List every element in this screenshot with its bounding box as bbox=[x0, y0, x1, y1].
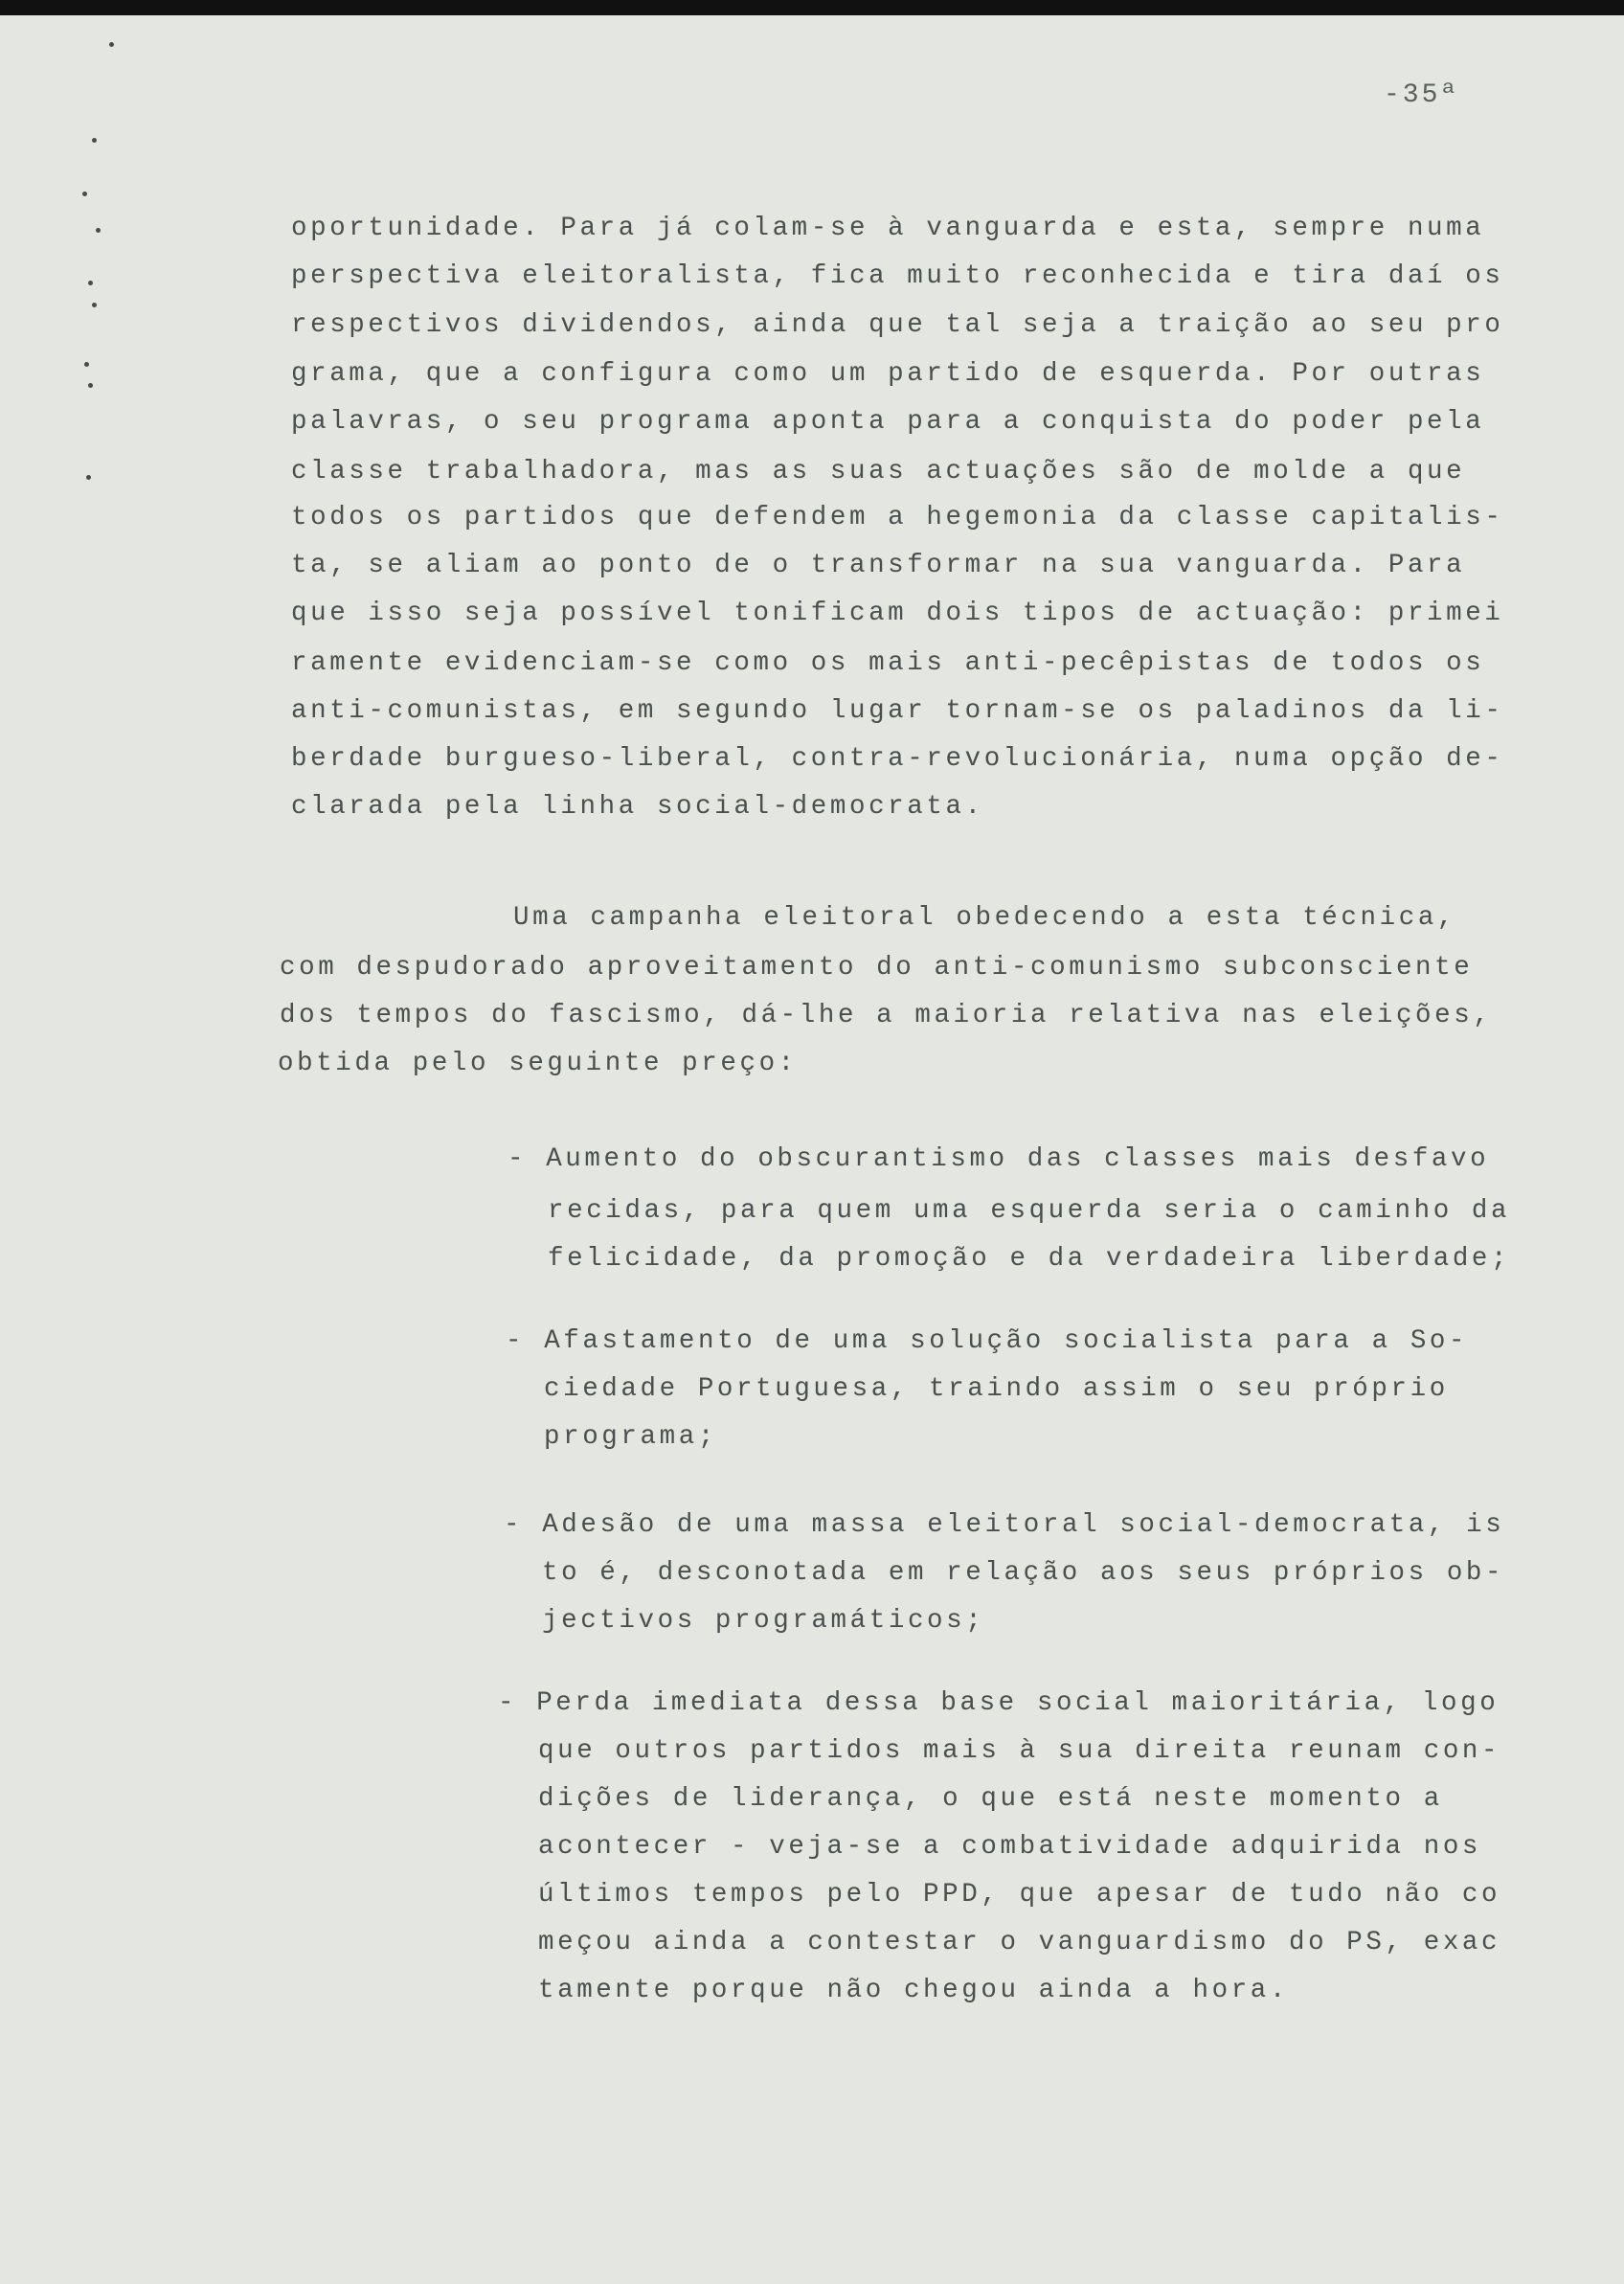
paragraph-line: anti-comunistas, em segundo lugar tornam-se os paladinos da li- bbox=[291, 696, 1504, 726]
paragraph-line: que isso seja possível tonificam dois tipos de actuação: primei bbox=[291, 599, 1504, 628]
paragraph-line: perspectiva eleitoralista, fica muito reconhecida e tira daí os bbox=[291, 261, 1504, 291]
paragraph-line: respectivos dividendos, ainda que tal seja a traição ao seu pro bbox=[291, 310, 1504, 340]
margin-mark bbox=[84, 362, 89, 367]
margin-mark bbox=[88, 281, 93, 285]
margin-mark bbox=[92, 138, 97, 143]
paragraph-line: classe trabalhadora, mas as suas actuações são de molde a que bbox=[291, 457, 1466, 486]
margin-mark bbox=[92, 303, 97, 307]
bullet-line: - Perda imediata dessa base social maioritária, logo bbox=[498, 1688, 1500, 1718]
paragraph-line: com despudorado aproveitamento do anti-comunismo subconsciente bbox=[280, 953, 1474, 983]
margin-mark bbox=[88, 383, 93, 388]
page-number: -35ª bbox=[1384, 80, 1460, 110]
bullet-line: felicidade, da promoção e da verdadeira liberdade; bbox=[548, 1244, 1511, 1274]
bullet-line: - Adesão de uma massa eleitoral social-democrata, is bbox=[504, 1510, 1505, 1540]
paragraph-line: berdade burgueso-liberal, contra-revolucionária, numa opção de- bbox=[291, 744, 1504, 774]
bullet-line: que outros partidos mais à sua direita reunam con- bbox=[538, 1736, 1501, 1766]
margin-mark bbox=[96, 228, 101, 233]
paragraph-line: Uma campanha eleitoral obedecendo a esta técnica, bbox=[513, 903, 1457, 933]
bullet-line: to é, desconotada em relação aos seus próprios ob- bbox=[542, 1558, 1505, 1588]
paragraph-line: todos os partidos que defendem a hegemonia da classe capitalis- bbox=[291, 503, 1504, 532]
bullet-line: tamente porque não chegou ainda a hora. bbox=[538, 1976, 1290, 2005]
bullet-line: programa; bbox=[544, 1422, 717, 1452]
paragraph-line: ramente evidenciam-se como os mais anti-pecêpistas de todos os bbox=[291, 648, 1485, 678]
bullet-line: ciedade Portuguesa, traindo assim o seu próprio bbox=[544, 1374, 1449, 1404]
paragraph-line: dos tempos do fascismo, dá-lhe a maioria relativa nas eleições, bbox=[280, 1001, 1493, 1030]
paragraph-line: oportunidade. Para já colam-se à vanguarda e esta, sempre numa bbox=[291, 214, 1485, 243]
bullet-line: - Aumento do obscurantismo das classes mais desfavo bbox=[508, 1144, 1490, 1174]
paragraph-line: palavras, o seu programa aponta para a conquista do poder pela bbox=[291, 407, 1485, 437]
paragraph-line: ta, se aliam ao ponto de o transformar na sua vanguarda. Para bbox=[291, 551, 1466, 580]
bullet-line: dições de liderança, o que está neste momento a bbox=[538, 1784, 1443, 1814]
margin-mark bbox=[109, 42, 114, 47]
bullet-line: acontecer - veja-se a combatividade adquirida nos bbox=[538, 1832, 1482, 1862]
paragraph-line: clarada pela linha social-democrata. bbox=[291, 792, 984, 822]
paragraph-line: obtida pelo seguinte preço: bbox=[278, 1049, 798, 1078]
document-page bbox=[0, 15, 1624, 2284]
margin-mark bbox=[82, 192, 87, 196]
bullet-line: - Afastamento de uma solução socialista para a So- bbox=[506, 1326, 1469, 1356]
paragraph-line: grama, que a configura como um partido de esquerda. Por outras bbox=[291, 359, 1485, 389]
bullet-line: últimos tempos pelo PPD, que apesar de tudo não co bbox=[538, 1880, 1501, 1910]
margin-mark bbox=[86, 475, 91, 480]
bullet-line: jectivos programáticos; bbox=[542, 1606, 985, 1636]
bullet-line: recidas, para quem uma esquerda seria o caminho da bbox=[548, 1196, 1511, 1226]
bullet-line: meçou ainda a contestar o vanguardismo do PS, exac bbox=[538, 1928, 1501, 1957]
